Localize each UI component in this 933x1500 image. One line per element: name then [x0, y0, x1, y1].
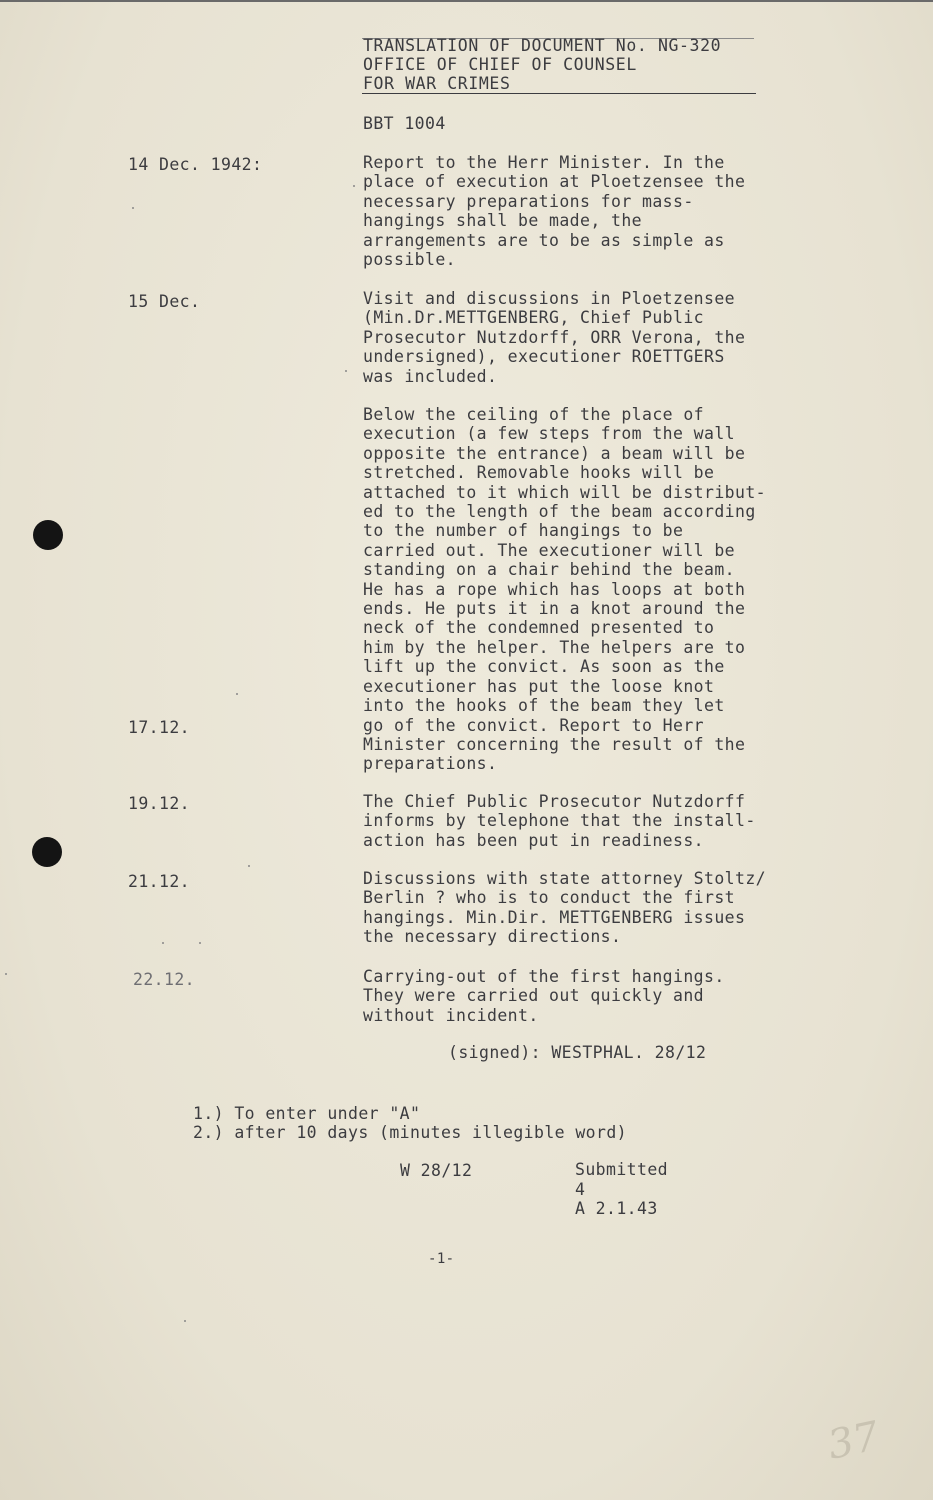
speck	[162, 942, 164, 944]
entry-date: 21.12.	[128, 872, 191, 891]
speck	[132, 207, 134, 209]
submitted-date: A 2.1.43	[575, 1199, 658, 1218]
page-number: -1-	[428, 1251, 455, 1267]
entry-text: Discussions with state attorney Stoltz/ Berlin ? who is to conduct the first hangings. Min.Dir. METTGENBERG issues the necessary directions.	[363, 869, 767, 947]
note-1: 1.) To enter under "A"	[193, 1104, 421, 1123]
entry-date: 14 Dec. 1942:	[128, 155, 263, 174]
entry-date: 15 Dec.	[128, 292, 201, 311]
speck	[5, 973, 7, 975]
initials-date: W 28/12	[400, 1161, 473, 1180]
page-top-edge	[0, 0, 933, 2]
speck	[345, 370, 347, 372]
entry-text: The Chief Public Prosecutor Nutzdorff informs by telephone that the install- action has been put in readiness.	[363, 792, 756, 850]
submitted-label: Submitted	[575, 1160, 669, 1179]
punch-hole-upper	[33, 520, 63, 550]
reference-number: BBT 1004	[363, 114, 446, 133]
header-underline	[362, 93, 756, 94]
speck	[353, 185, 355, 187]
speck	[184, 1320, 186, 1322]
submitted-number: 4	[575, 1180, 586, 1199]
entry-date: 22.12.	[133, 970, 196, 989]
entry-text: Report to the Herr Minister. In the place of execution at Ploetzensee the necessary preparations for mass- hangings shall be made, the arrangements are to be as simple as possible.	[363, 153, 746, 270]
speck	[248, 865, 250, 867]
entry-text: Below the ceiling of the place of execution (a few steps from the wall opposite the entrance) a beam will be stretched. Removable hooks will be attached to it which will be distribut- ed to the length of the beam according to the number of hangings to be carried out. The executioner will be standing on a chair behind the beam. He has a rope which has loops at both ends. He puts it in a knot around the neck of the condemned presented to him by the helper. The helpers are to lift up the convict. As soon as the executioner has put the loose knot into the hooks of the beam they let go of the convict. Report to Herr Minister concerning the result of the preparations.	[363, 405, 767, 774]
entry-text: Visit and discussions in Ploetzensee (Min.Dr.METTGENBERG, Chief Public Prosecutor Nutzdorff, ORR Verona, the undersigned), executioner ROETTGERS was included.	[363, 289, 746, 386]
punch-hole-lower	[32, 837, 62, 867]
speck	[199, 942, 201, 944]
header-line-1: TRANSLATION OF DOCUMENT No. NG-320	[363, 36, 722, 55]
entry-date: 19.12.	[128, 794, 191, 813]
signature-line: (signed): WESTPHAL. 28/12	[448, 1043, 707, 1062]
header-line-2: OFFICE OF CHIEF OF COUNSEL	[363, 55, 637, 74]
header-line-3: FOR WAR CRIMES	[363, 74, 511, 93]
entry-text: Carrying-out of the first hangings. They were carried out quickly and without incident.	[363, 967, 725, 1025]
entry-date: 17.12.	[128, 718, 191, 737]
document-header	[363, 36, 721, 93]
speck	[236, 693, 238, 695]
pencil-mark: 37	[823, 1413, 884, 1469]
note-2: 2.) after 10 days (minutes illegible word)	[193, 1123, 628, 1142]
